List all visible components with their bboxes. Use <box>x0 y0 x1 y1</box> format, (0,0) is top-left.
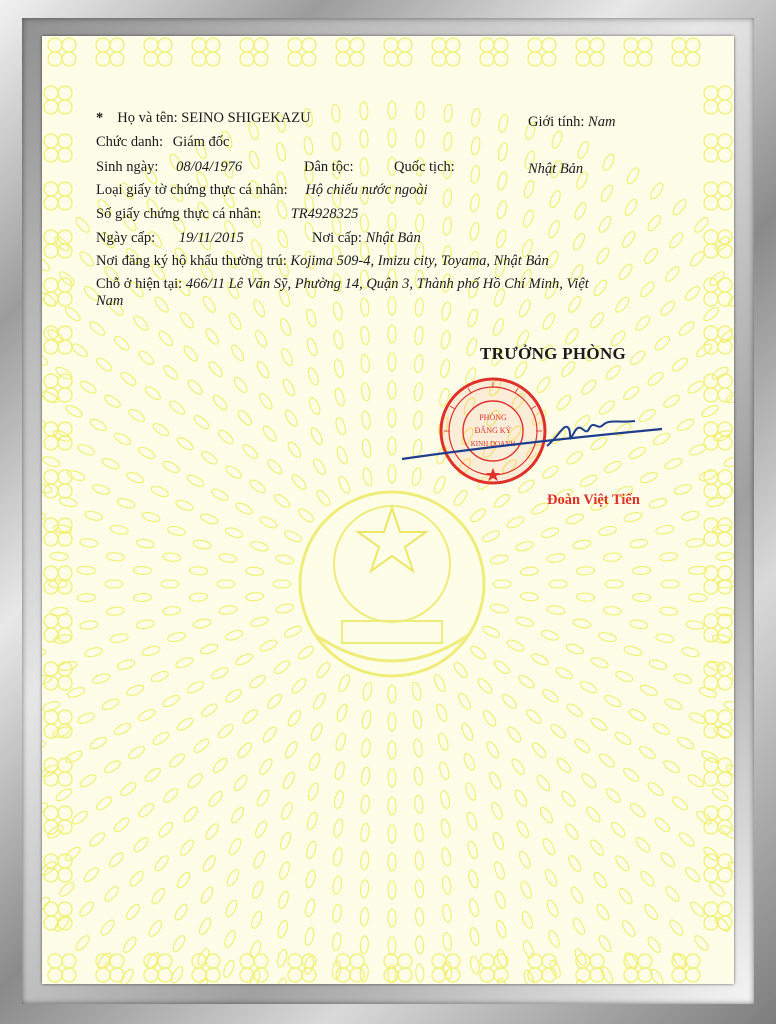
nationality-row <box>394 159 455 176</box>
id-type-row <box>96 182 428 199</box>
residence-row <box>96 253 549 270</box>
name-row <box>96 110 311 127</box>
name-value: SEINO SHIGEKAZU <box>181 110 311 126</box>
id-number-row <box>96 206 358 223</box>
issue-date-value: 19/11/2015 <box>178 230 244 246</box>
issue-place-label: Nơi cấp: <box>312 230 362 246</box>
id-number-label: Số giấy chứng thực cá nhân: <box>96 206 262 222</box>
seal-line-2: ĐĂNG KÝ <box>474 426 512 435</box>
address-row <box>96 276 589 293</box>
dob-row <box>96 159 242 176</box>
signer-name: Đoàn Việt Tiến <box>547 492 640 508</box>
address-value-line1: 466/11 Lê Văn Sỹ, Phường 14, Quận 3, Thành phố Hồ Chí Minh, Việt <box>185 276 589 292</box>
issue-place-row <box>312 230 421 247</box>
nationality-label: Quốc tịch: <box>394 159 455 175</box>
residence-value: Kojima 509-4, Imizu city, Toyama, Nhật Bản <box>290 253 549 269</box>
address-label: Chỗ ở hiện tại: <box>96 276 183 292</box>
dob-label: Sinh ngày: <box>96 159 159 175</box>
gender-value: Nam <box>588 114 616 130</box>
residence-label: Nơi đăng ký hộ khẩu thường trú: <box>96 253 287 269</box>
id-type-label: Loại giấy tờ chứng thực cá nhân: <box>96 182 288 198</box>
ethnicity-label: Dân tộc: <box>304 159 354 175</box>
dob-value: 08/04/1976 <box>176 159 243 175</box>
nationality-value: Nhật Bản <box>528 161 584 177</box>
seal-line-3: KINH DOANH <box>470 440 516 448</box>
title-row <box>96 134 229 151</box>
certificate-page <box>42 36 734 984</box>
address-value-line2: Nam <box>96 293 124 309</box>
id-type-value: Hộ chiếu nước ngoài <box>305 182 428 198</box>
national-emblem-watermark <box>42 36 734 984</box>
gender-row <box>528 114 615 131</box>
address-continuation <box>96 293 123 310</box>
id-number-value: TR4928325 <box>290 206 359 222</box>
name-label: Họ và tên: <box>117 110 178 126</box>
issue-row <box>96 230 244 247</box>
nationality-value-wrap <box>528 161 583 178</box>
job-title-label: Chức danh: <box>96 134 164 150</box>
job-title-value: Giám đốc <box>172 134 230 150</box>
issue-date-label: Ngày cấp: <box>96 230 156 246</box>
handwritten-signature <box>397 401 667 471</box>
bullet-mark: * <box>96 110 104 126</box>
seal-line-1: PHÒNG <box>479 413 507 422</box>
gender-label: Giới tính: <box>528 114 585 130</box>
ethnicity-row <box>304 159 354 176</box>
position-title: TRƯỞNG PHÒNG <box>480 344 627 363</box>
issue-place-value: Nhật Bản <box>365 230 421 246</box>
